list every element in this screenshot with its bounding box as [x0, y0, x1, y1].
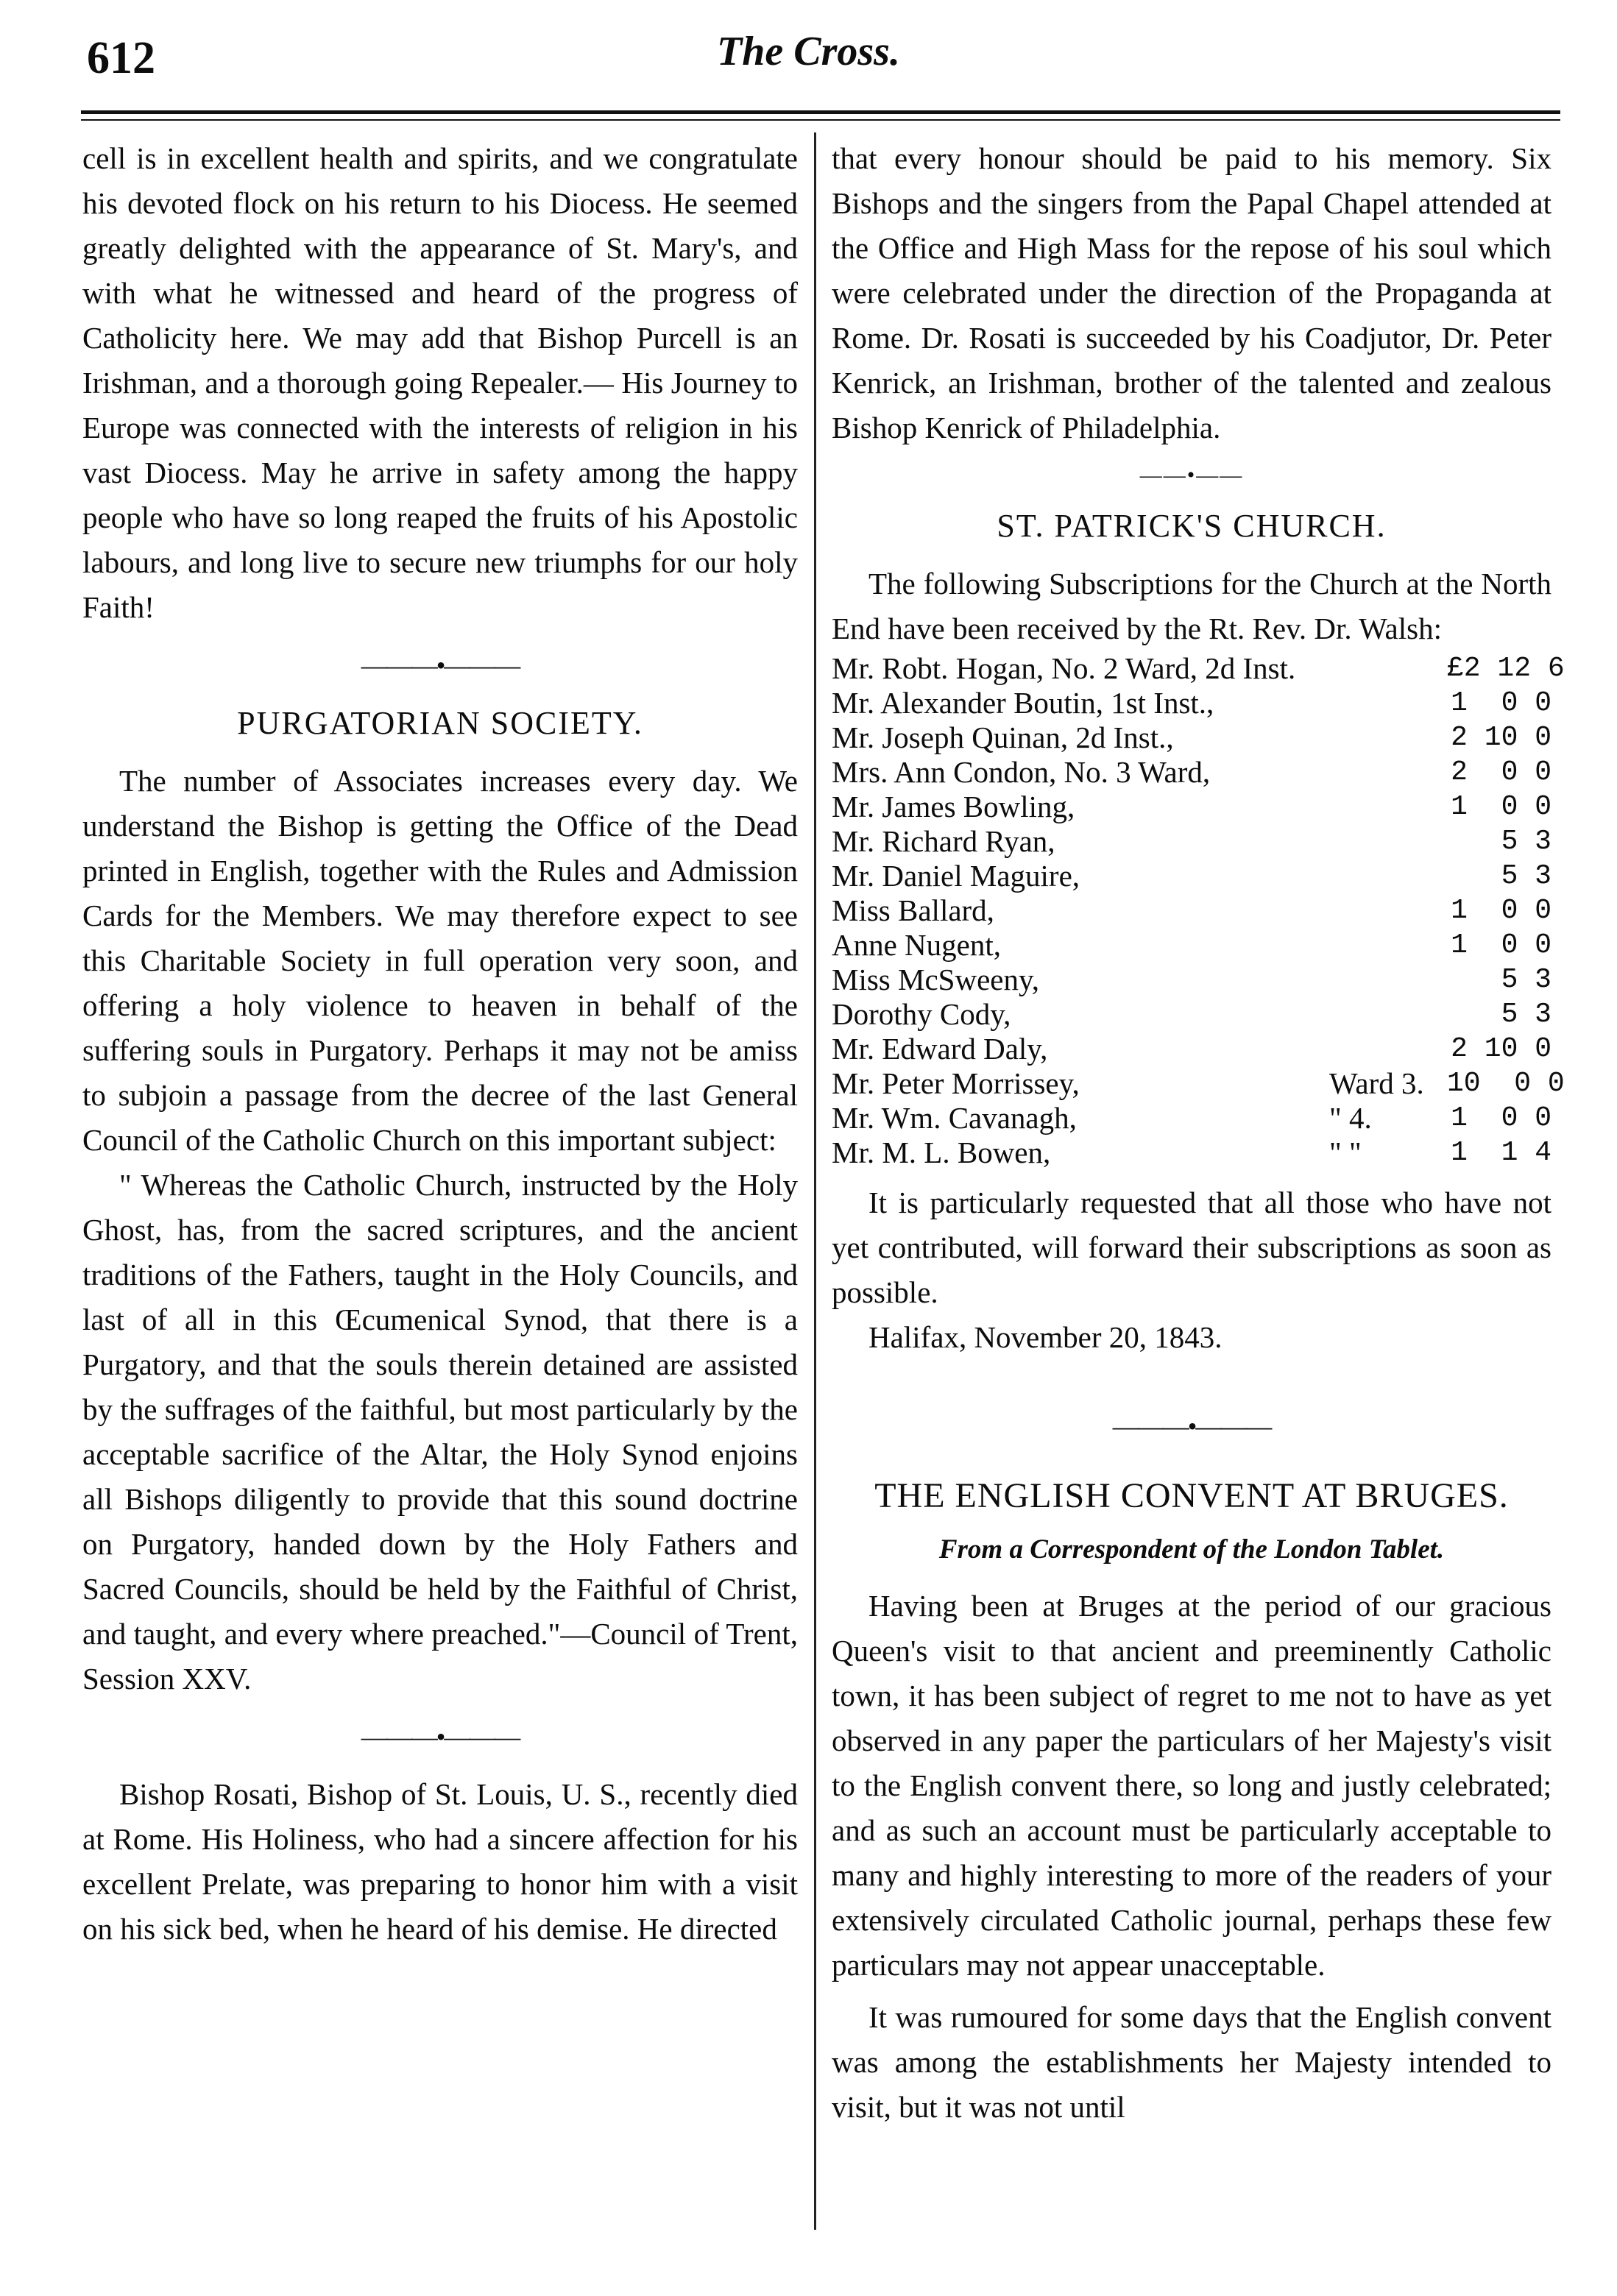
- subscriber-name: Mr. Peter Morrissey,: [832, 1066, 1080, 1100]
- paragraph-convent-rumour: It was rumoured for some days that the English convent was among the establishments her Majesty intended to visit, but it was not until: [832, 2000, 1551, 2124]
- heading-purgatorian-society: PURGATORIAN SOCIETY.: [237, 705, 643, 741]
- paragraph-bruges-visit: Having been at Bruges at the period of our gracious Queen's visit to that ancient and preeminently Catholic town, it has been subject of regret to me not to have as yet observed in any paper the particulars of her Majesty's visit to the English convent there, so long and justly celebrated; and as such an account must be particularly acceptable to many and highly interesting to more of the readers of your extensively circulated Catholic journal, perhaps these few particulars may not appear unacceptable.: [832, 1589, 1551, 1982]
- paragraph-associates: The number of Associates increases every day. We understand the Bishop is getting the Office of the Dead printed in English, together with the Rules and Admission Cards for the Members. We may therefore expect to see this Charitable Society in full operation very soon, and offering a holy violence to heaven in behalf of the suffering souls in Purgatory. Perhaps it may not be amiss to subjoin a passage from the decree of the last General Council of the Catholic Church on this important subject:: [82, 764, 798, 1157]
- subscriber-name: Mr. Daniel Maguire,: [832, 859, 1080, 893]
- subscription-list: [832, 651, 1565, 1170]
- heading-english-convent: THE ENGLISH CONVENT AT BRUGES.: [874, 1476, 1509, 1515]
- subscriber-ward: " ": [1329, 1135, 1362, 1169]
- subscription-amount: 1 0 0: [1451, 1102, 1551, 1134]
- subscriber-ward: [1329, 893, 1447, 928]
- subscriber-ward: [1329, 997, 1447, 1032]
- paragraph-council-decree: " Whereas the Catholic Church, instructed by the Holy Ghost, has, from the sacred scriptures, and the ancient traditions of the Fathers, taught in the Holy Councils, and last of all in this Œcumenical Synod, that there is a Purgatory, and that the souls therein detained are assisted by the suffrages of the faithful, but most particularly by the acceptable sacrifice of the Altar, the Holy Synod enjoins all Bishops diligently to provide that this sound doctrine on Purgatory, handed down by the Holy Fathers and Sacred Councils, should be held by the Faithful of Christ, and taught, and every where preached."—Council of Trent, Session XXV.: [82, 1168, 798, 1696]
- subscriber-name: Mr. Robt. Hogan, No. 2 Ward, 2d Inst.: [832, 651, 1296, 685]
- subscriber-ward: [1329, 651, 1447, 686]
- section-ornament: ———•———: [361, 651, 520, 680]
- subscription-row: [832, 928, 1551, 963]
- subscription-amount: 1 0 0: [1451, 929, 1551, 961]
- subscription-row: [832, 824, 1551, 859]
- dateline: Halifax, November 20, 1843.: [868, 1320, 1223, 1354]
- subscription-row: [832, 1101, 1551, 1135]
- section-ornament: ———•———: [361, 1722, 520, 1751]
- subheading-correspondent: From a Correspondent of the London Tablet.: [938, 1534, 1445, 1565]
- subscriber-ward: " 4.: [1329, 1101, 1372, 1135]
- subscription-amount: 5 3: [1501, 860, 1551, 892]
- subscriber-name: Mr. Richard Ryan,: [832, 824, 1055, 858]
- subscriber-ward: [1329, 755, 1447, 790]
- section-ornament: ——•——: [1139, 463, 1244, 487]
- subscriber-name: Miss Ballard,: [832, 893, 994, 927]
- subscription-row: [832, 686, 1551, 720]
- page-header: [0, 0, 1617, 129]
- subscription-amount: 2 10 0: [1451, 722, 1551, 754]
- header-rule-thin: [81, 119, 1560, 121]
- subscription-amount: 1 0 0: [1451, 687, 1551, 719]
- subscription-amount: 5 3: [1501, 964, 1551, 996]
- subscriber-name: Mrs. Ann Condon, No. 3 Ward,: [832, 755, 1211, 789]
- subscriber-ward: [1329, 1032, 1447, 1066]
- subscriber-name: Mr. Wm. Cavanagh,: [832, 1101, 1077, 1135]
- heading-st-patricks-church: ST. PATRICK'S CHURCH.: [997, 508, 1387, 544]
- subscription-row: [832, 859, 1551, 893]
- column-divider: [814, 132, 816, 2230]
- paragraph-subscription-request: It is particularly requested that all those who have not yet contributed, will forward their subscriptions as soon as possible.: [832, 1186, 1551, 1309]
- subscription-amount: 1 1 4: [1451, 1137, 1551, 1169]
- subscription-amount: 5 3: [1501, 999, 1551, 1030]
- subscriber-name: Mr. M. L. Bowen,: [832, 1135, 1051, 1169]
- subscription-row: [832, 1066, 1565, 1101]
- publication-title: The Cross.: [717, 29, 900, 74]
- subscription-amount: £2 12 6: [1447, 653, 1565, 684]
- subscription-row: [832, 720, 1551, 755]
- subscription-row: [832, 1032, 1551, 1066]
- subscription-amount: 5 3: [1501, 826, 1551, 857]
- subscription-row: [832, 1135, 1551, 1170]
- paragraph-honour-memory: that every honour should be paid to his memory. Six Bishops and the singers from the Papal Chapel attended at the Office and High Mass for the repose of his soul which were celebrated under the direction of the Propaganda at Rome. Dr. Rosati is succeeded by his Coadjutor, Dr. Peter Kenrick, an Irishman, brother of the talented and zealous Bishop Kenrick of Philadelphia.: [832, 141, 1551, 444]
- subscriber-ward: [1329, 720, 1447, 755]
- subscriber-name: Anne Nugent,: [832, 928, 1002, 962]
- subscriber-ward: [1329, 824, 1447, 859]
- subscription-row: [832, 755, 1551, 790]
- subscription-amount: 1 0 0: [1451, 895, 1551, 926]
- paragraph-bishop-rosati: Bishop Rosati, Bishop of St. Louis, U. S., recently died at Rome. His Holiness, who had a sincere affection for his excellent Prelate, was preparing to honor him with a visit on his sick bed, when he heard of his demise. He directed: [82, 1777, 798, 1946]
- subscription-amount: 10 0 0: [1447, 1068, 1565, 1099]
- subscriber-ward: [1329, 686, 1447, 720]
- subscription-row: [832, 963, 1551, 997]
- left-column: [82, 136, 798, 1952]
- subscriber-ward: [1329, 928, 1447, 963]
- subscription-row: [832, 651, 1565, 686]
- section-ornament: ———•———: [1112, 1411, 1271, 1441]
- subscription-amount: 1 0 0: [1451, 791, 1551, 823]
- subscriber-name: Mr. Alexander Boutin, 1st Inst.,: [832, 686, 1214, 720]
- subscriber-name: Mr. Joseph Quinan, 2d Inst.,: [832, 720, 1174, 754]
- subscriber-name: Miss McSweeny,: [832, 963, 1040, 996]
- subscriber-name: Dorothy Cody,: [832, 997, 1011, 1031]
- subscriber-ward: Ward 3.: [1329, 1066, 1424, 1100]
- subscription-amount: 2 10 0: [1451, 1033, 1551, 1065]
- page-number: 612: [87, 33, 155, 83]
- subscriber-name: Mr. Edward Daly,: [832, 1032, 1048, 1066]
- subscription-row: [832, 997, 1551, 1032]
- subscription-row: [832, 893, 1551, 928]
- subscriber-name: Mr. James Bowling,: [832, 790, 1075, 823]
- subscription-amount: 2 0 0: [1451, 757, 1551, 788]
- subscriber-ward: [1329, 963, 1447, 997]
- header-rule: [81, 110, 1560, 114]
- paragraph-subscriptions-intro: The following Subscriptions for the Church at the North End have been received by the Rt. Rev. Dr. Walsh:: [832, 567, 1551, 645]
- right-column: [832, 136, 1565, 2130]
- subscriber-ward: [1329, 790, 1447, 824]
- paragraph-bishop-purcell: cell is in excellent health and spirits, and we congratulate his devoted flock on his return to his Diocess. He seemed greatly delighted with the appearance of St. Mary's, and with what he witnessed and heard of the progress of Catholicity here. We may add that Bishop Purcell is an Irishman, and a thorough going Repealer.— His Journey to Europe was connected with the interests of religion in his vast Diocess. May he arrive in safety among the happy people who have so long reaped the fruits of his Apostolic labours, and long live to secure new triumphs for our holy Faith!: [82, 141, 798, 624]
- subscriber-ward: [1329, 859, 1447, 893]
- subscription-row: [832, 790, 1551, 824]
